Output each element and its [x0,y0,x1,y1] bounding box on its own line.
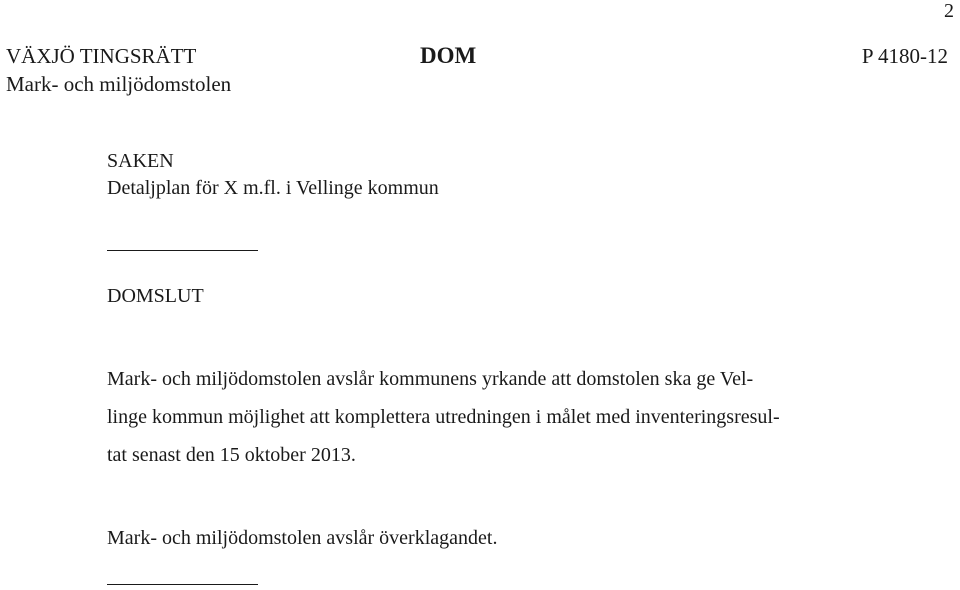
domslut-line: Mark- och miljödomstolen avslår kommunens yrkande att domstolen ska ge Vel- [107,368,754,390]
domslut-paragraph-2: Mark- och miljödomstolen avslår överklagandet. [107,527,498,549]
case-number: P 4180-12 [861,44,948,68]
domslut-paragraph-1 [107,360,780,474]
domslut-heading: DOMSLUT [107,285,204,307]
saken-heading: SAKEN [107,150,174,172]
domslut-line: linge kommun möjlighet att komplettera utredningen i målet med inventeringsresul- [107,406,780,428]
document-type: DOM [420,43,477,68]
domslut-line: tat senast den 15 oktober 2013. [107,444,356,466]
separator-line-top [107,250,258,251]
saken-section [107,148,439,202]
court-name: VÄXJÖ TINGSRÄTT [6,44,197,68]
court-division: Mark- och miljödomstolen [6,72,232,96]
court-header [6,42,231,98]
page-number: 2 [944,0,954,22]
saken-text: Detaljplan för X m.fl. i Vellinge kommun [107,177,439,199]
separator-line-bottom [107,584,258,585]
